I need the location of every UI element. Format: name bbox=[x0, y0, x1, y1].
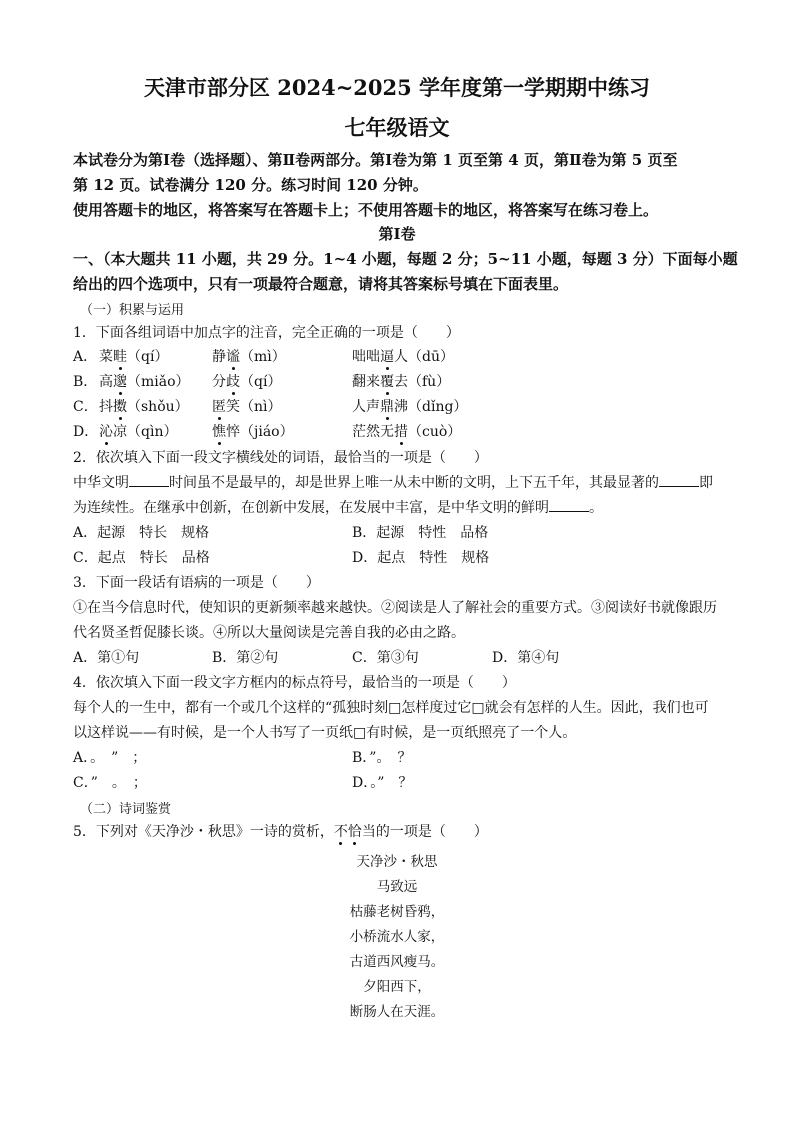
dotted-char: 覆 bbox=[380, 374, 394, 390]
poem-title: 天净沙・秋思 bbox=[356, 854, 438, 870]
option-text: 起点 特性 规格 bbox=[377, 550, 490, 566]
option-text: B．”。 ？ bbox=[352, 750, 412, 766]
poem-line: 枯藤老树昏鸦， bbox=[349, 904, 445, 920]
option-label: B． bbox=[352, 525, 377, 541]
instruction-line: 第 12 页。试卷满分 120 分。练习时间 120 分钟。 bbox=[73, 176, 428, 194]
word-text: 人声 bbox=[352, 399, 380, 415]
dotted-char: 歧 bbox=[226, 374, 240, 390]
dotted-char: 恰 bbox=[347, 824, 362, 840]
section-heading: （二）诗词鉴赏 bbox=[80, 802, 172, 817]
option-text: 起源 特长 规格 bbox=[97, 525, 210, 541]
option-text: D．。” ？ bbox=[352, 775, 413, 791]
option-text: 起点 特长 品格 bbox=[97, 550, 210, 566]
poem-line: 小桥流水人家， bbox=[349, 929, 445, 945]
question-stem: 2．依次填入下面一段文字横线处的词语，最恰当的一项是（ ） bbox=[73, 450, 488, 466]
q2-options-row bbox=[73, 522, 733, 544]
dotted-char: 措 bbox=[394, 424, 408, 440]
option-text: A．。 ” ； bbox=[73, 750, 147, 766]
q3-options-row bbox=[73, 647, 733, 669]
question-stem: 3．下面一段话有语病的一项是（ ） bbox=[73, 575, 320, 591]
fill-blank bbox=[549, 498, 589, 512]
dotted-char: 邈 bbox=[113, 374, 127, 390]
pinyin: 去（fù） bbox=[394, 374, 451, 390]
word-text: 咄咄 bbox=[352, 349, 380, 365]
dotted-char: 不 bbox=[333, 824, 348, 840]
option-text: A．第①句 bbox=[73, 650, 140, 666]
pinyin: （qí） bbox=[240, 374, 282, 390]
passage-text: 。 bbox=[589, 500, 603, 516]
dotted-char: 畦 bbox=[113, 349, 127, 365]
option-text: C．第③句 bbox=[352, 650, 419, 666]
word-text: 菜 bbox=[99, 349, 113, 365]
passage-text: 时间虽不是最早的，却是世界上唯一从未中断的文明，上下五千年，其最显著的 bbox=[169, 475, 659, 491]
option-label: D． bbox=[352, 550, 378, 566]
pinyin: （miǎo） bbox=[127, 374, 190, 390]
word-text: 抖 bbox=[99, 399, 113, 415]
poem-line: 夕阳西下， bbox=[363, 979, 431, 995]
passage-text: 中华文明 bbox=[73, 475, 129, 491]
poem-line: 古道西风瘦马。 bbox=[349, 954, 445, 970]
q1-option-a bbox=[73, 346, 733, 368]
stem-text: 5．下列对《天净沙・秋思》一诗的赏析， bbox=[73, 824, 334, 840]
option-text: 起源 特性 品格 bbox=[376, 525, 489, 541]
passage-text: 为连续性。在继承中创新，在创新中发展，在发展中丰富，是中华文明的鲜明 bbox=[73, 500, 549, 516]
q4-options-row bbox=[73, 772, 733, 794]
stem-text: 当的一项是（ ） bbox=[361, 824, 488, 840]
q2-options-row bbox=[73, 547, 733, 569]
pinyin: 悴（jiáo） bbox=[226, 424, 294, 440]
word-text: 分 bbox=[212, 374, 226, 390]
question-passage: 以这样说——有时候，是一个人书写了一页纸□有时候，是一页纸照亮了一个人。 bbox=[73, 725, 577, 741]
q4-options-row bbox=[73, 747, 733, 769]
instruction-line: 使用答题卡的地区，将答案写在答题卡上；不使用答题卡的地区，将答案写在练习卷上。 bbox=[73, 201, 659, 219]
dotted-char: 擞 bbox=[113, 399, 127, 415]
pinyin: 人（dū） bbox=[394, 349, 454, 365]
question-passage: 代名贤圣哲促膝长谈。④所以大量阅读是完善自我的必由之路。 bbox=[73, 625, 465, 641]
exam-subtitle: 七年级语文 bbox=[344, 115, 450, 140]
section-heading: （一）积累与运用 bbox=[80, 303, 185, 318]
option-text: C．” 。 ； bbox=[73, 775, 147, 791]
option-label: D． bbox=[73, 424, 99, 440]
pinyin: 凉（qìn） bbox=[113, 424, 178, 440]
pinyin: （qí） bbox=[127, 349, 169, 365]
question-stem: 1．下面各组词语中加点字的注音，完全正确的一项是（ ） bbox=[73, 325, 460, 341]
word-text: 茫然无 bbox=[352, 424, 394, 440]
pinyin: （shǒu） bbox=[127, 399, 189, 415]
poem-author: 马致远 bbox=[376, 879, 418, 895]
poem-line: 断肠人在天涯。 bbox=[349, 1004, 445, 1020]
part-one-heading: 给出的四个选项中，只有一项最符合题意，请将其答案标号填在下面表里。 bbox=[73, 275, 569, 293]
word-text: 静 bbox=[212, 349, 226, 365]
dotted-char: 匿 bbox=[212, 399, 226, 415]
passage-text: 即 bbox=[699, 475, 713, 491]
word-text: 高 bbox=[99, 374, 113, 390]
question-stem: 4．依次填入下面一段文字方框内的标点符号，最恰当的一项是（ ） bbox=[73, 675, 516, 691]
pinyin: 沸（dǐng） bbox=[394, 399, 468, 415]
part-one-heading: 一、（本大题共 11 小题，共 29 分。1~4 小题，每题 2 分；5~11 小题，每题 3 分）下面每小题 bbox=[73, 250, 738, 268]
option-text: D．第④句 bbox=[492, 650, 560, 666]
pinyin: （mì） bbox=[240, 349, 286, 365]
exam-title: 天津市部分区 2024~2025 学年度第一学期期中练习 bbox=[143, 75, 651, 100]
dotted-char: 逼 bbox=[380, 349, 394, 365]
dotted-char: 憔 bbox=[212, 424, 226, 440]
q1-option-b bbox=[73, 371, 733, 393]
fill-blank bbox=[659, 473, 699, 487]
dotted-char: 沁 bbox=[99, 424, 113, 440]
question-passage bbox=[73, 472, 713, 492]
volume-title: 第Ⅰ卷 bbox=[378, 225, 416, 243]
option-text: B．第②句 bbox=[212, 650, 279, 666]
pinyin: 笑（nì） bbox=[226, 399, 282, 415]
option-label: C． bbox=[73, 399, 98, 415]
question-passage: ①在当今信息时代，使知识的更新频率越来越快。②阅读是人了解社会的重要方式。③阅读好书就像跟历 bbox=[73, 600, 717, 616]
q1-option-d bbox=[73, 421, 733, 443]
question-passage: 每个人的一生中，都有一个或几个这样的“孤独时刻□怎样度过它□就会有怎样的人生。因此，我们也可 bbox=[73, 700, 709, 716]
word-text: 翻来 bbox=[352, 374, 380, 390]
option-label: A． bbox=[73, 525, 98, 541]
pinyin: （cuò） bbox=[408, 424, 462, 440]
option-label: C． bbox=[73, 550, 98, 566]
question-passage bbox=[73, 497, 603, 517]
dotted-char: 谧 bbox=[226, 349, 240, 365]
question-stem bbox=[73, 821, 488, 841]
dotted-char: 鼎 bbox=[380, 399, 394, 415]
instruction-line: 本试卷分为第Ⅰ卷（选择题）、第Ⅱ卷两部分。第Ⅰ卷为第 1 页至第 4 页，第Ⅱ卷为第 5 页至 bbox=[73, 151, 678, 169]
option-label: A． bbox=[73, 349, 98, 365]
fill-blank bbox=[129, 473, 169, 487]
q1-option-c bbox=[73, 396, 733, 418]
option-label: B． bbox=[73, 374, 98, 390]
